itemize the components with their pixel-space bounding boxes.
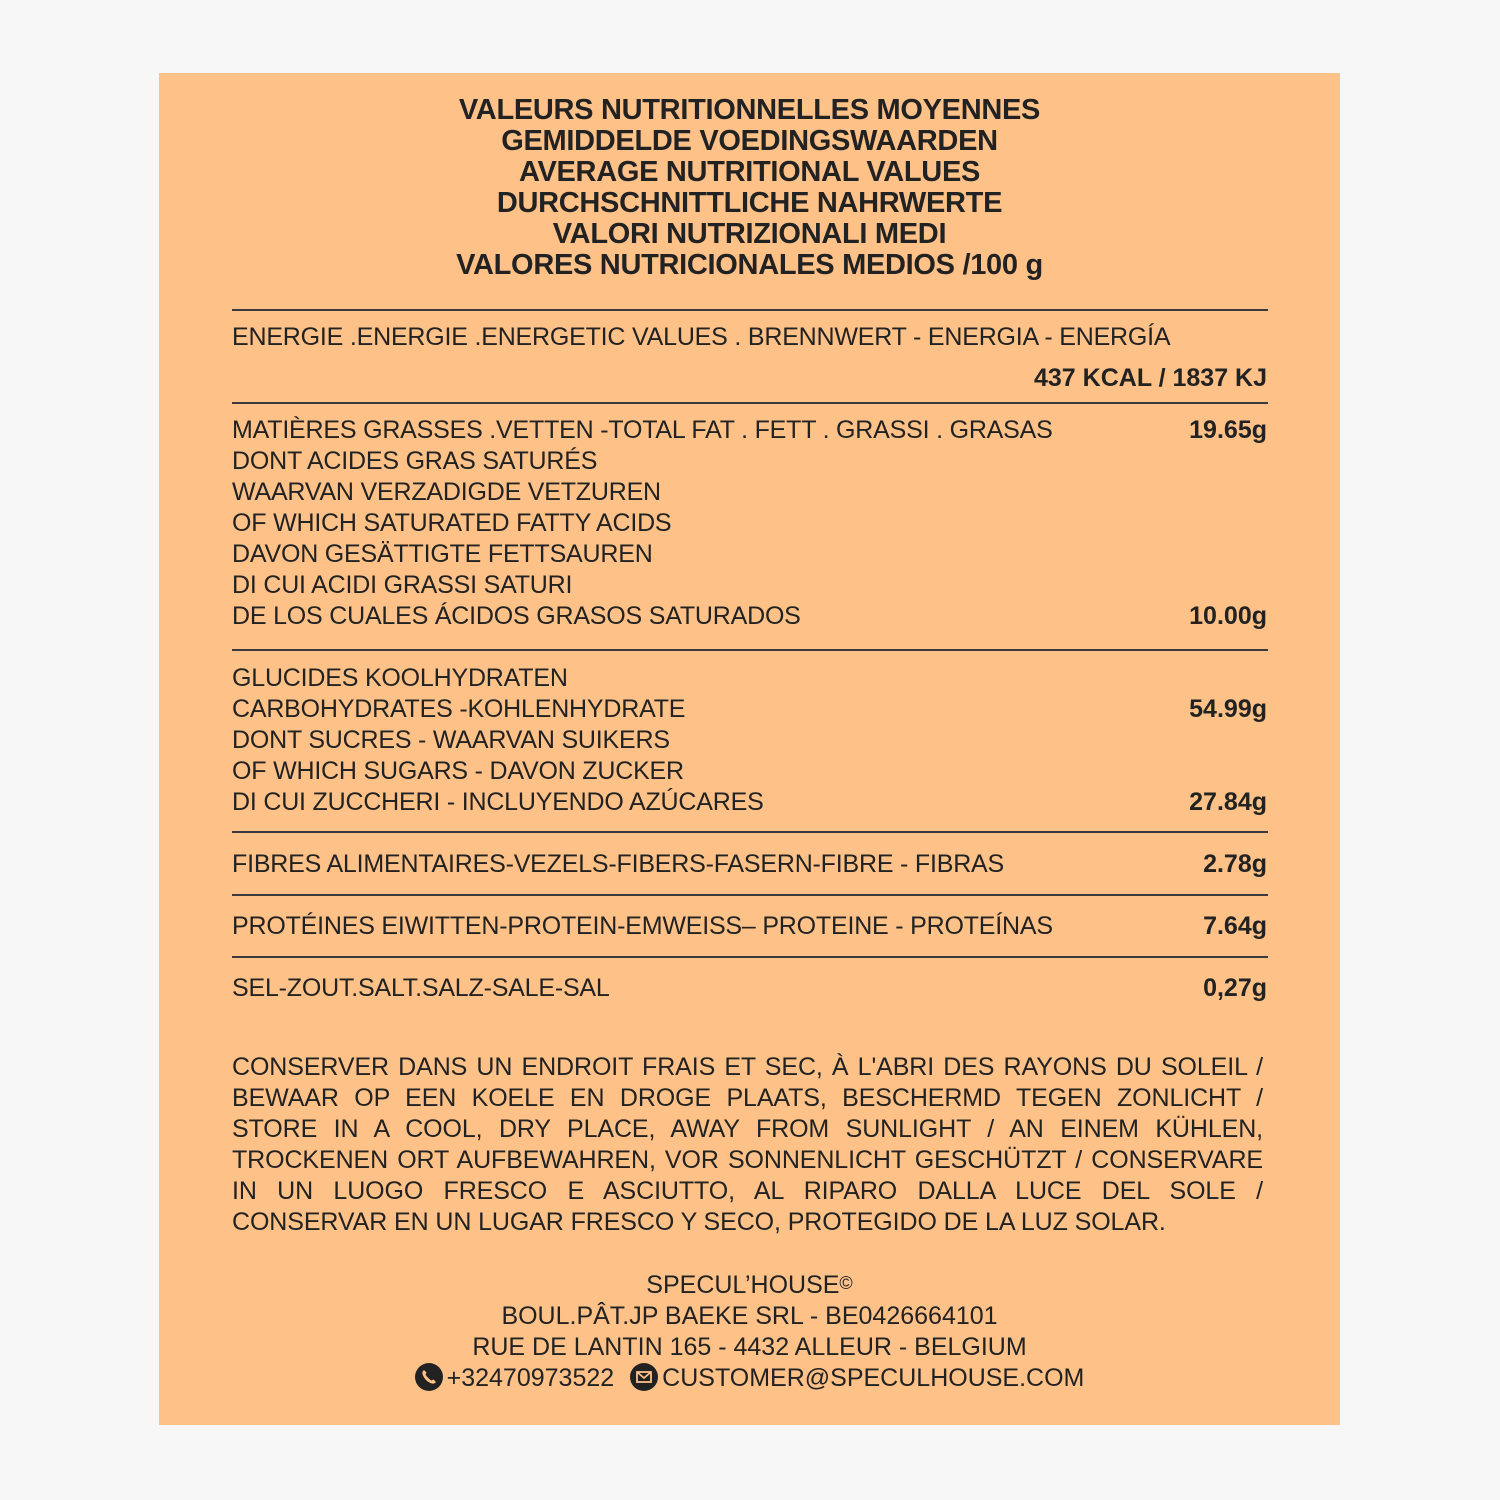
divider: [232, 956, 1268, 958]
fat-label: MATIÈRES GRASSES .VETTEN -TOTAL FAT . FETT . GRASSI . GRASAS: [232, 416, 1053, 444]
protein-label: PROTÉINES EIWITTEN-PROTEIN-EMWEISS– PROTEINE - PROTEÍNAS: [232, 912, 1053, 940]
carbs-label-en-de: CARBOHYDRATES -KOHLENHYDRATE: [232, 695, 686, 723]
fat-total-value: 19.65g: [1189, 416, 1267, 444]
protein-value: 7.64g: [1203, 912, 1267, 940]
saturated-fat-label-de: DAVON GESÄTTIGTE FETTSAUREN: [232, 540, 653, 568]
phone-icon: [415, 1363, 443, 1391]
title-line-de: DURCHSCHNITTLICHE NAHRWERTE: [496, 187, 1003, 219]
saturated-fat-label-es: DE LOS CUALES ÁCIDOS GRASOS SATURADOS: [232, 602, 801, 630]
carbs-total-value: 54.99g: [1189, 695, 1267, 723]
title-line-fr: VALEURS NUTRITIONNELLES MOYENNES: [458, 94, 1041, 126]
energy-label: ENERGIE .ENERGIE .ENERGETIC VALUES . BRENNWERT - ENERGIA - ENERGÍA: [232, 323, 1171, 351]
energy-value: 437 KCAL / 1837 KJ: [1034, 364, 1267, 392]
phone-number: +32470973522: [446, 1364, 615, 1392]
divider: [232, 649, 1268, 651]
divider: [232, 831, 1268, 833]
title-line-it: VALORI NUTRIZIONALI MEDI: [552, 218, 947, 250]
salt-value: 0,27g: [1203, 974, 1267, 1002]
sugars-label-fr-nl: DONT SUCRES - WAARVAN SUIKERS: [232, 726, 670, 754]
carbs-label-fr-nl: GLUCIDES KOOLHYDRATEN: [232, 664, 568, 692]
storage-instructions: CONSERVER DANS UN ENDROIT FRAIS ET SEC, À L'ABRI DES RAYONS DU SOLEIL / BEWAAR OP EEN KOELE EN DROGE PLAATS, BESCHERMD TEGEN ZONLICHT / STORE IN A COOL, DRY PLACE, AWAY FROM SUNLIGHT / AN EINEM KÜHLEN, TROCKENEN ORT AUFBEWAHREN, VOR SONNENLICHT GESCHÜTZT / CONSERVARE IN UN LUOGO FRESCO E ASCIUTTO, AL RIPARO DALLA LUCE DEL SOLE / CONSERVAR EN UN LUGAR FRESCO Y SECO, PROTEGIDO DE LA LUZ SOLAR.: [232, 1053, 1263, 1236]
label-title: [159, 95, 1340, 281]
title-line-en: AVERAGE NUTRITIONAL VALUES: [518, 156, 981, 188]
sugars-label-it-es: DI CUI ZUCCHERI - INCLUYENDO AZÚCARES: [232, 788, 764, 816]
salt-label: SEL-ZOUT.SALT.SALZ-SALE-SAL: [232, 974, 610, 1002]
saturated-fat-label-nl: WAARVAN VERZADIGDE VETZUREN: [232, 478, 661, 506]
fibre-value: 2.78g: [1203, 850, 1267, 878]
sugars-label-en-de: OF WHICH SUGARS - DAVON ZUCKER: [232, 757, 684, 785]
brand-name: SPECUL’HOUSE: [646, 1271, 840, 1299]
envelope-icon: [630, 1363, 658, 1391]
fibre-label: FIBRES ALIMENTAIRES-VEZELS-FIBERS-FASERN-FIBRE - FIBRAS: [232, 850, 1005, 878]
address-line: RUE DE LANTIN 165 - 4432 ALLEUR - BELGIUM: [472, 1333, 1027, 1361]
email-address: CUSTOMER@SPECULHOUSE.COM: [662, 1364, 1085, 1392]
title-line-nl: GEMIDDELDE VOEDINGSWAARDEN: [501, 125, 998, 157]
divider: [232, 309, 1268, 311]
saturated-fat-label-fr: DONT ACIDES GRAS SATURÉS: [232, 447, 598, 475]
company-line: BOUL.PÂT.JP BAEKE SRL - BE0426664101: [501, 1302, 998, 1330]
saturated-fat-label-en: OF WHICH SATURATED FATTY ACIDS: [232, 509, 672, 537]
contact-line: [159, 1363, 1340, 1394]
saturated-fat-label-it: DI CUI ACIDI GRASSI SATURI: [232, 571, 573, 599]
nutrition-label: [159, 73, 1340, 1425]
sugars-value: 27.84g: [1189, 788, 1267, 816]
saturated-fat-value: 10.00g: [1189, 602, 1267, 630]
brand-line: [159, 1270, 1340, 1301]
title-line-es: VALORES NUTRICIONALES MEDIOS /100 g: [456, 249, 1043, 281]
divider: [232, 402, 1268, 404]
divider: [232, 894, 1268, 896]
copyright-symbol: ©: [839, 1273, 853, 1293]
